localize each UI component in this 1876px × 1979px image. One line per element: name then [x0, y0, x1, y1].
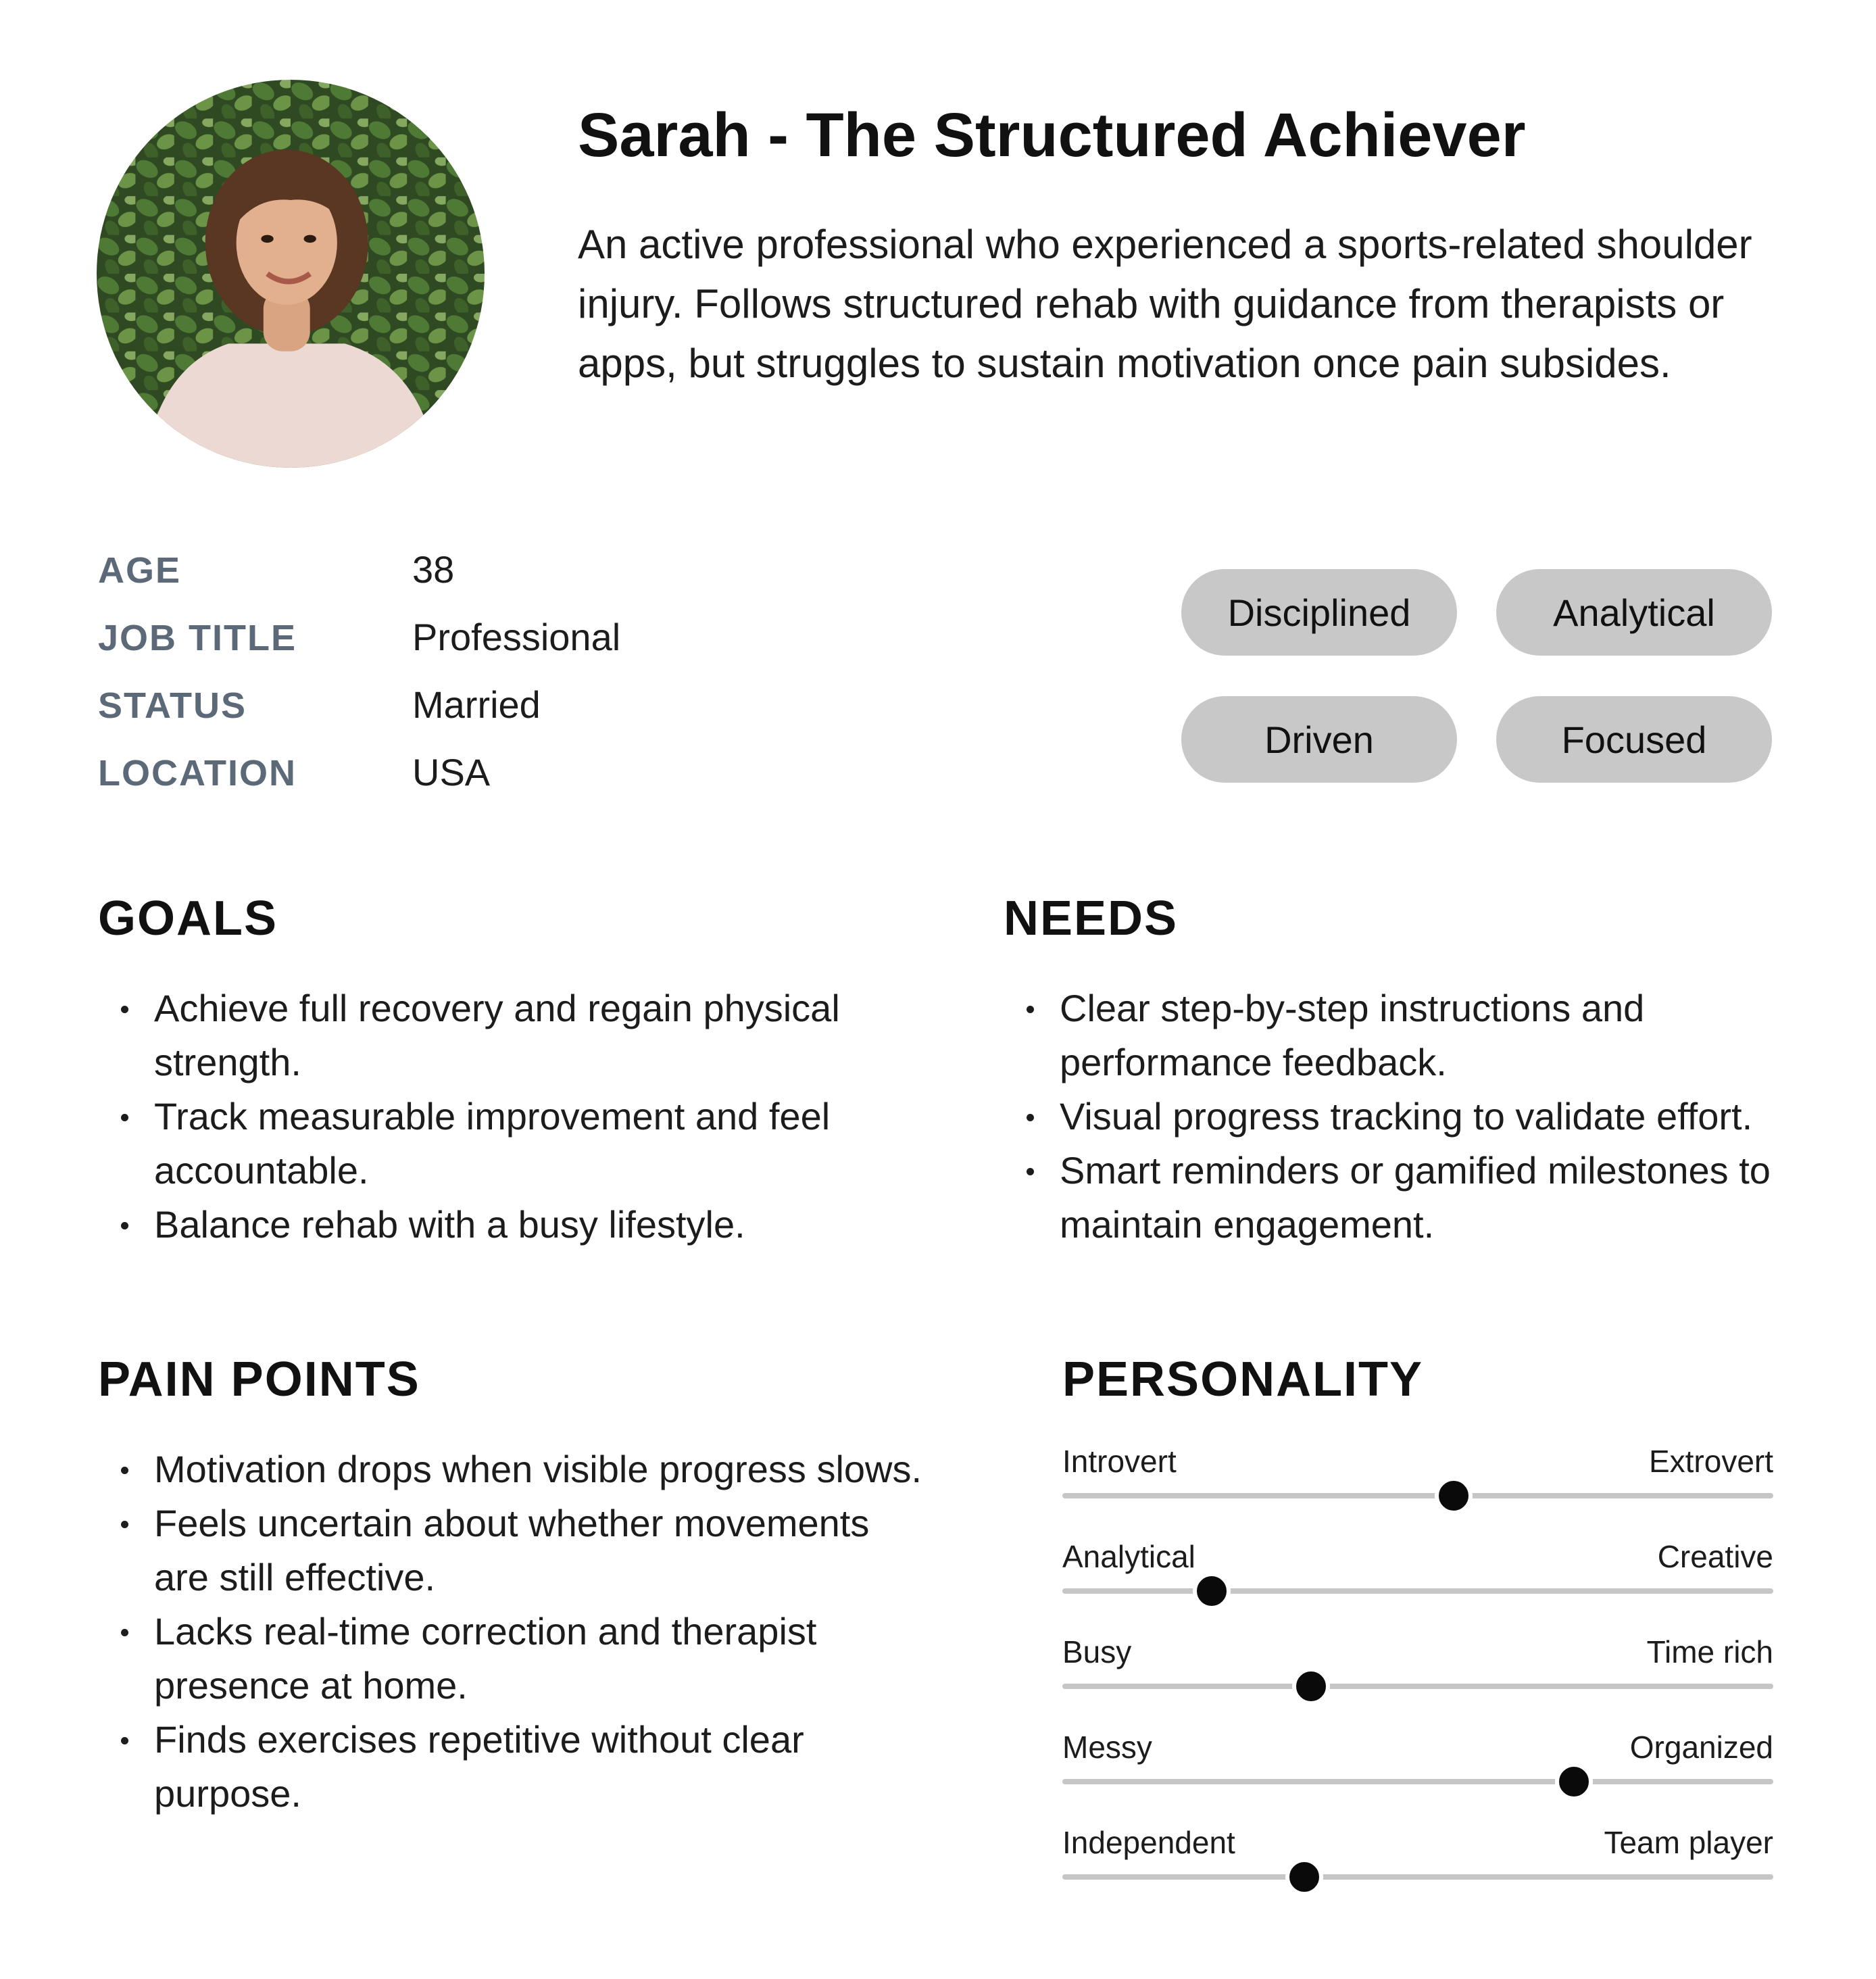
scale-right-label: Organized	[1629, 1730, 1773, 1765]
scale-right-label: Extrovert	[1648, 1444, 1773, 1479]
goal-text: Balance rehab with a busy lifestyle.	[154, 1203, 745, 1246]
status-value: Married	[412, 683, 541, 726]
bullet-icon	[121, 1114, 128, 1121]
trait-tag-focused: Focused	[1496, 696, 1772, 783]
goal-text: Track measurable improvement and feel accountable.	[154, 1095, 831, 1192]
scale-left-label: Messy	[1062, 1730, 1152, 1765]
scale-right-label: Creative	[1657, 1539, 1773, 1574]
bullet-icon	[121, 1521, 128, 1528]
demographics	[98, 547, 620, 818]
demographic-row-job-title	[98, 615, 620, 683]
pain-point-item	[98, 1713, 929, 1821]
pain-point-text: Feels uncertain about whether movements are still effective.	[154, 1502, 870, 1598]
slider-knob[interactable]	[1555, 1763, 1593, 1801]
slider-knob[interactable]	[1292, 1667, 1330, 1705]
need-item	[1004, 1090, 1787, 1144]
persona-summary: An active professional who experienced a sports-related shoulder injury. Follows structured rehab with guidance from therapists or apps, but struggles to sustain motivation once pain subsides.	[578, 222, 1752, 386]
slider-track	[1062, 1588, 1773, 1594]
bullet-icon	[121, 1222, 128, 1229]
location-label: LOCATION	[98, 753, 297, 793]
personality-heading: PERSONALITY	[1062, 1352, 1424, 1407]
goal-item	[98, 1090, 929, 1198]
trait-tags	[1181, 569, 1776, 783]
personality-scales	[1062, 1442, 1773, 1919]
pain-points-list	[98, 1442, 929, 1821]
job-title-label: JOB TITLE	[98, 618, 297, 658]
scale-left-label: Independent	[1062, 1825, 1235, 1860]
personality-scale-busy-time-rich	[1062, 1633, 1773, 1728]
slider-knob[interactable]	[1435, 1477, 1473, 1515]
slider-knob[interactable]	[1285, 1858, 1323, 1896]
status-label: STATUS	[98, 685, 247, 726]
bullet-icon	[121, 1006, 128, 1013]
goal-item	[98, 1198, 929, 1252]
personality-scale-introvert-extrovert	[1062, 1442, 1773, 1538]
trait-tag-disciplined: Disciplined	[1181, 569, 1457, 656]
pain-point-text: Finds exercises repetitive without clear purpose.	[154, 1718, 804, 1815]
goals-list	[98, 981, 929, 1252]
personality-scale-independent-team-player	[1062, 1824, 1773, 1919]
slider-track	[1062, 1874, 1773, 1880]
scale-right-label: Time rich	[1646, 1634, 1773, 1669]
bullet-icon	[121, 1467, 128, 1474]
demographic-row-age	[98, 547, 620, 615]
location-value: USA	[412, 751, 491, 793]
demographic-row-location	[98, 750, 620, 818]
scale-left-label: Analytical	[1062, 1539, 1195, 1574]
bullet-icon	[1027, 1006, 1034, 1013]
bullet-icon	[1027, 1168, 1034, 1175]
pain-points-heading: PAIN POINTS	[98, 1352, 420, 1407]
age-value: 38	[412, 548, 455, 591]
slider-track	[1062, 1684, 1773, 1689]
bullet-icon	[1027, 1114, 1034, 1121]
persona-photo	[97, 80, 485, 468]
pain-point-item	[98, 1442, 929, 1496]
bullet-icon	[121, 1629, 128, 1636]
need-item	[1004, 981, 1787, 1090]
personality-scale-messy-organized	[1062, 1728, 1773, 1824]
goal-text: Achieve full recovery and regain physical strength.	[154, 987, 840, 1083]
pain-point-text: Motivation drops when visible progress slows.	[154, 1448, 922, 1490]
need-text: Smart reminders or gamified milestones to maintain engagement.	[1060, 1149, 1771, 1246]
slider-track	[1062, 1493, 1773, 1498]
need-text: Visual progress tracking to validate effort.	[1060, 1095, 1753, 1138]
persona-name: Sarah - The Structured Achiever	[578, 101, 1526, 170]
age-label: AGE	[98, 550, 182, 591]
personality-scale-analytical-creative	[1062, 1538, 1773, 1633]
goal-item	[98, 981, 929, 1090]
need-text: Clear step-by-step instructions and performance feedback.	[1060, 987, 1645, 1083]
pain-point-text: Lacks real-time correction and therapist presence at home.	[154, 1610, 817, 1707]
scale-left-label: Introvert	[1062, 1444, 1177, 1479]
slider-track	[1062, 1779, 1773, 1784]
scale-left-label: Busy	[1062, 1634, 1132, 1669]
trait-tag-analytical: Analytical	[1496, 569, 1772, 656]
bullet-icon	[121, 1737, 128, 1744]
need-item	[1004, 1144, 1787, 1252]
job-title-value: Professional	[412, 616, 621, 658]
scale-right-label: Team player	[1604, 1825, 1773, 1860]
demographic-row-status	[98, 683, 620, 750]
trait-tag-driven: Driven	[1181, 696, 1457, 783]
pain-point-item	[98, 1605, 929, 1713]
needs-heading: NEEDS	[1004, 891, 1179, 946]
goals-heading: GOALS	[98, 891, 278, 946]
pain-point-item	[98, 1496, 929, 1605]
slider-knob[interactable]	[1193, 1572, 1231, 1610]
needs-list	[1004, 981, 1787, 1252]
